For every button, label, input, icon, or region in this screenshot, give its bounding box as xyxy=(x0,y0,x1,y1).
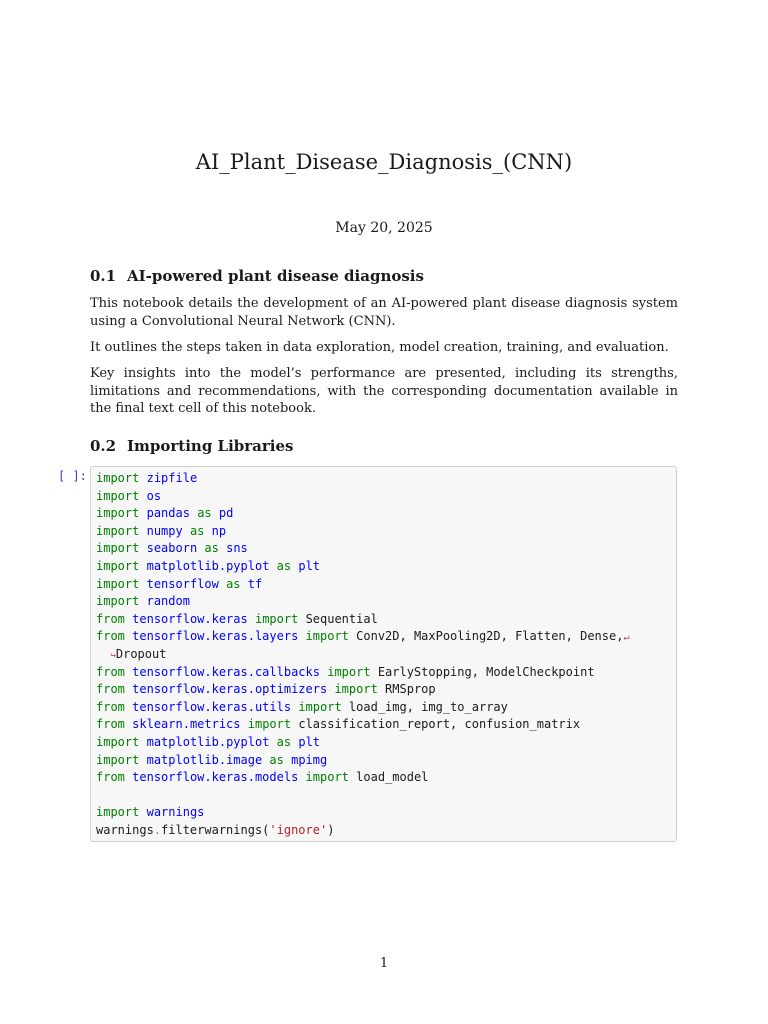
code-line: from sklearn.metrics import classification_report, confusion_matrix xyxy=(96,717,581,732)
code-line: import pandas as pd xyxy=(96,506,234,521)
code-line: import os xyxy=(96,488,162,503)
section-title: AI-powered plant disease diagnosis xyxy=(127,267,424,285)
section-number: 0.2 xyxy=(90,437,117,455)
code-line: from tensorflow.keras.optimizers import RMSprop xyxy=(96,682,436,697)
code-line: import tensorflow as tf xyxy=(96,576,263,591)
code-line: import seaborn as sns xyxy=(96,541,248,556)
code-line: import numpy as np xyxy=(96,523,227,538)
cell-prompt: [ ]: xyxy=(58,469,87,483)
section-number: 0.1 xyxy=(90,267,117,285)
code-cell[interactable] xyxy=(90,466,677,842)
code-line: from tensorflow.keras.models import load_model xyxy=(96,770,429,785)
page-number: 1 xyxy=(379,956,389,971)
code-line-blank xyxy=(96,787,629,805)
code-line: ↪Dropout xyxy=(110,646,167,661)
code-line: import matplotlib.pyplot as plt xyxy=(96,558,321,573)
code-line: import zipfile xyxy=(96,471,198,485)
section-heading-0-2 xyxy=(90,437,678,455)
code-line: from tensorflow.keras.utils import load_img, img_to_array xyxy=(96,699,508,714)
section-title: Importing Libraries xyxy=(127,437,294,455)
paragraph-intro: This notebook details the development of an AI-powered plant disease diagnosis system using a Convolutional Neural Network (CNN). xyxy=(90,296,678,329)
line-continuation-icon: ↪ xyxy=(110,650,116,661)
code-line: import matplotlib.image as mpimg xyxy=(96,752,328,767)
paragraph-outline: It outlines the steps taken in data exploration, model creation, training, and evaluation. xyxy=(90,340,669,355)
code-line: warnings.filterwarnings('ignore') xyxy=(96,822,335,837)
line-wrap-icon: ↵ xyxy=(623,632,630,644)
paragraph-insights: Key insights into the model’s performance are presented, including its strengths, limitations and recommendations, with the corresponding documentation available in the final text cell of this notebook. xyxy=(90,366,678,416)
code-line: import warnings xyxy=(96,805,205,820)
section-heading-0-1 xyxy=(90,267,678,285)
document-date: May 20, 2025 xyxy=(335,220,433,236)
document-title: AI_Plant_Disease_Diagnosis_(CNN) xyxy=(195,150,573,174)
code-line: from tensorflow.keras import Sequential xyxy=(96,611,378,626)
code-line: import matplotlib.pyplot as plt xyxy=(96,734,321,749)
code-line: from tensorflow.keras.layers import Conv2D, MaxPooling2D, Flatten, Dense,↵ xyxy=(96,629,630,644)
code-line: import random xyxy=(96,594,190,609)
code-block[interactable] xyxy=(96,470,629,839)
code-line: from tensorflow.keras.callbacks import EarlyStopping, ModelCheckpoint xyxy=(96,664,595,679)
